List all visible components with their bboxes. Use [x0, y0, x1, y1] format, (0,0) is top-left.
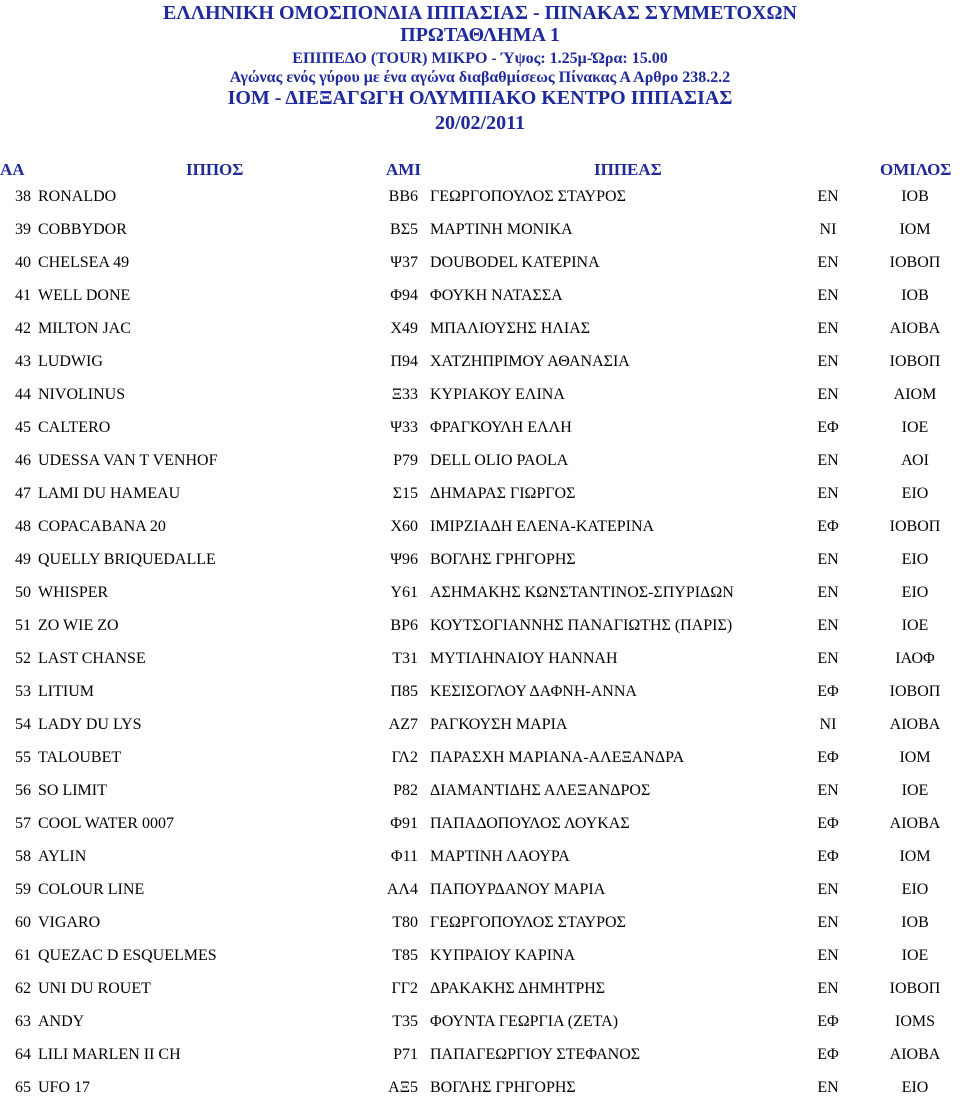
- horse-id: ΑΛ4: [386, 881, 418, 898]
- rider-name: ΚΕΣΙΣΟΓΛΟΥ ΔΑΦΝΗ-ΑΝΝΑ: [430, 683, 637, 700]
- horse-id: ΓΓ2: [391, 980, 418, 997]
- club-code: ΑΙΟΒΑ: [889, 320, 941, 337]
- rider-category: ΕΦ: [817, 1013, 839, 1030]
- horse-id: Ρ82: [393, 782, 418, 799]
- horse-name: COOL WATER 0007: [38, 815, 174, 832]
- horse-name: UDESSA VAN T VENHOF: [38, 452, 218, 469]
- table-row: [0, 940, 960, 973]
- club-code: ΑΙΟΒΑ: [889, 1046, 941, 1063]
- entry-number: 44: [15, 386, 31, 403]
- rider-category: ΕΝ: [817, 386, 839, 403]
- col-rider: ΙΠΠΕΑΣ: [594, 160, 662, 179]
- document-header: [0, 0, 960, 135]
- rider-name: ΒΟΓΛΗΣ ΓΡΗΓΟΡΗΣ: [430, 1079, 576, 1096]
- rider-name: ΔΙΑΜΑΝΤΙΔΗΣ ΑΛΕΞΑΝΔΡΟΣ: [430, 782, 651, 799]
- rider-name: ΦΟΥΚΗ ΝΑΤΑΣΣΑ: [430, 287, 563, 304]
- horse-id: Ψ37: [390, 254, 418, 271]
- entry-number: 40: [15, 254, 31, 271]
- rider-name: ΒΟΓΛΗΣ ΓΡΗΓΟΡΗΣ: [430, 551, 576, 568]
- club-code: ΕΙΟ: [901, 551, 929, 568]
- entry-number: 62: [15, 980, 31, 997]
- entry-number: 55: [15, 749, 31, 766]
- horse-name: LUDWIG: [38, 353, 103, 370]
- col-horse: ΙΠΠΟΣ: [186, 160, 244, 179]
- horse-name: LADY DU LYS: [38, 716, 142, 733]
- entry-number: 60: [15, 914, 31, 931]
- rider-category: ΕΦ: [817, 815, 839, 832]
- rider-name: ΦΡΑΓΚΟΥΛΗ ΕΛΛΗ: [430, 419, 572, 436]
- table-row: [0, 1006, 960, 1039]
- entry-number: 51: [15, 617, 31, 634]
- rider-name: ΓΕΩΡΓΟΠΟΥΛΟΣ ΣΤΑΥΡΟΣ: [430, 188, 626, 205]
- horse-name: LAST CHANSE: [38, 650, 146, 667]
- entry-number: 41: [15, 287, 31, 304]
- entry-number: 58: [15, 848, 31, 865]
- rider-name: ΓΕΩΡΓΟΠΟΥΛΟΣ ΣΤΑΥΡΟΣ: [430, 914, 626, 931]
- rider-category: ΕΝ: [817, 650, 839, 667]
- table-row: [0, 511, 960, 544]
- level-info: ΕΠΙΠΕΔΟ (TOUR) ΜΙΚΡΟ - Ύψος: 1.25μ-Ώρα: 15.00: [292, 50, 668, 67]
- entry-number: 61: [15, 947, 31, 964]
- rider-name: ΚΟΥΤΣΟΓΙΑΝΝΗΣ ΠΑΝΑΓΙΩΤΗΣ (ΠΑΡΙΣ): [430, 617, 733, 634]
- entry-number: 39: [15, 221, 31, 238]
- horse-id: Υ61: [390, 584, 418, 601]
- rider-category: ΕΦ: [817, 419, 839, 436]
- rider-category: ΕΦ: [817, 683, 839, 700]
- horse-name: LITIUM: [38, 683, 94, 700]
- rider-name: ΔΡΑΚΑΚΗΣ ΔΗΜΗΤΡΗΣ: [430, 980, 606, 997]
- horse-id: Ρ71: [393, 1046, 418, 1063]
- rider-name: ΧΑΤΖΗΠΡΙΜΟΥ ΑΘΑΝΑΣΙΑ: [430, 353, 630, 370]
- rider-name: ΜΑΡΤΙΝΗ ΜΟΝΙΚΑ: [430, 221, 573, 238]
- horse-name: RONALDO: [38, 188, 117, 205]
- entry-number: 57: [15, 815, 31, 832]
- horse-name: COLOUR LINE: [38, 881, 145, 898]
- col-club: ΟΜΙΛΟΣ: [880, 160, 952, 179]
- competition-rules: Αγώνας ενός γύρου με ένα αγώνα διαβαθμίσεως Πίνακας Α Αρθρο 238.2.2: [229, 69, 731, 86]
- entry-number: 54: [15, 716, 31, 733]
- horse-name: WELL DONE: [38, 287, 131, 304]
- rider-name: ΦΟΥΝΤΑ ΓΕΩΡΓΙΑ (ΖΕΤΑ): [430, 1013, 619, 1030]
- entry-number: 38: [15, 188, 31, 205]
- horse-name: NIVOLINUS: [38, 386, 126, 403]
- club-code: ΙΟΜS: [894, 1013, 935, 1030]
- horse-id: Φ94: [390, 287, 418, 304]
- rider-name: ΙΜΙΡΖΙΑΔΗ ΕΛΕΝΑ-ΚΑΤΕΡΙΝΑ: [430, 518, 655, 535]
- rider-category: ΝΙ: [819, 221, 837, 238]
- table-header: [0, 158, 960, 180]
- table-row: [0, 214, 960, 247]
- club-code: ΙΟΒΟΠ: [889, 254, 941, 271]
- entry-number: 45: [15, 419, 31, 436]
- table-row: [0, 544, 960, 577]
- rider-name: ΠΑΠΑΔΟΠΟΥΛΟΣ ΛΟΥΚΑΣ: [430, 815, 630, 832]
- club-code: ΑΟΙ: [901, 452, 929, 469]
- rider-name: ΠΑΠΟΥΡΔΑΝΟΥ ΜΑΡΙΑ: [430, 881, 606, 898]
- horse-name: MILTON JAC: [38, 320, 131, 337]
- table-row: [0, 577, 960, 610]
- club-code: ΙΑΟΦ: [895, 650, 935, 667]
- rider-category: ΕΝ: [817, 452, 839, 469]
- horse-name: VIGARO: [38, 914, 101, 931]
- horse-name: LILI MARLEN II CH: [38, 1046, 181, 1063]
- federation-title: ΕΛΛΗΝΙΚΗ ΟΜΟΣΠΟΝΔΙΑ ΙΠΠΑΣΙΑΣ - ΠΙΝΑΚΑΣ ΣΥΜΜΕΤΟΧΩΝ: [163, 2, 797, 24]
- table-row: [0, 874, 960, 907]
- rider-category: ΕΝ: [817, 320, 839, 337]
- horse-name: CALTERO: [38, 419, 111, 436]
- entry-number: 47: [15, 485, 31, 502]
- rider-name: ΔΗΜΑΡΑΣ ΓΙΩΡΓΟΣ: [430, 485, 576, 502]
- table-row: [0, 412, 960, 445]
- horse-id: Τ85: [392, 947, 418, 964]
- club-code: ΙΟΜ: [899, 848, 931, 865]
- col-num: AA: [0, 160, 25, 179]
- rider-name: ΜΠΑΛΙΟΥΣΗΣ ΗΛΙΑΣ: [430, 320, 591, 337]
- horse-name: UFO 17: [38, 1079, 91, 1096]
- rider-name: ΜΑΡΤΙΝΗ ΛΑΟΥΡΑ: [430, 848, 570, 865]
- horse-name: COPACABANA 20: [38, 518, 166, 535]
- rider-category: ΕΝ: [817, 881, 839, 898]
- table-row: [0, 907, 960, 940]
- horse-id: Τ80: [392, 914, 418, 931]
- entry-number: 63: [15, 1013, 31, 1030]
- rider-category: ΕΝ: [817, 782, 839, 799]
- rider-name: ΠΑΠΑΓΕΩΡΓΙΟΥ ΣΤΕΦΑΝΟΣ: [430, 1046, 641, 1063]
- club-code: ΙΟΜ: [899, 749, 931, 766]
- rider-category: ΕΝ: [817, 254, 839, 271]
- rider-name: ΠΑΡΑΣΧΗ ΜΑΡΙΑΝΑ-ΑΛΕΞΑΝΔΡΑ: [430, 749, 685, 766]
- club-code: ΕΙΟ: [901, 485, 929, 502]
- horse-name: LAMI DU HAMEAU: [38, 485, 181, 502]
- table-row: [0, 709, 960, 742]
- horse-name: TALOUBET: [38, 749, 122, 766]
- entry-number: 53: [15, 683, 31, 700]
- table-row: [0, 610, 960, 643]
- horse-name: COBBYDOR: [38, 221, 127, 238]
- club-code: ΙΟΒΟΠ: [889, 683, 941, 700]
- club-code: ΙΟΕ: [901, 617, 929, 634]
- horse-name: QUELLY BRIQUEDALLE: [38, 551, 216, 568]
- rider-category: ΕΦ: [817, 518, 839, 535]
- horse-name: AYLIN: [38, 848, 87, 865]
- horse-name: ZO WIE ZO: [38, 617, 119, 634]
- club-code: ΙΟΕ: [901, 782, 929, 799]
- entry-number: 42: [15, 320, 31, 337]
- rider-name: ΡΑΓΚΟΥΣΗ ΜΑΡΙΑ: [430, 716, 568, 733]
- rider-category: ΕΦ: [817, 749, 839, 766]
- entry-number: 64: [15, 1046, 31, 1063]
- horse-id: ΑΖ7: [388, 716, 418, 733]
- club-code: ΕΙΟ: [901, 1079, 929, 1096]
- table-row: [0, 181, 960, 214]
- entry-number: 43: [15, 353, 31, 370]
- horse-id: Ψ33: [390, 419, 418, 436]
- entry-number: 52: [15, 650, 31, 667]
- rider-name: DELL OLIO PAOLA: [430, 452, 569, 469]
- table-row: [0, 346, 960, 379]
- horse-id: Χ60: [390, 518, 418, 535]
- horse-id: Ψ96: [390, 551, 418, 568]
- table-row: [0, 1039, 960, 1072]
- table-row: [0, 280, 960, 313]
- entries-table: [0, 181, 960, 1105]
- horse-name: SO LIMIT: [38, 782, 107, 799]
- club-code: ΙΟΕ: [901, 419, 929, 436]
- horse-id: ΑΞ5: [388, 1079, 418, 1096]
- rider-name: ΚΥΠΡΑΙΟΥ ΚΑΡΙΝΑ: [430, 947, 576, 964]
- championship-title: ΠΡΩΤΑΘΛΗΜΑ 1: [400, 24, 560, 46]
- rider-name: ΚΥΡΙΑΚΟΥ ΕΛΙΝΑ: [430, 386, 565, 403]
- club-code: ΙΟΒΟΠ: [889, 353, 941, 370]
- horse-id: ΒΡ6: [390, 617, 418, 634]
- horse-id: ΒΣ5: [390, 221, 418, 238]
- table-row: [0, 1072, 960, 1105]
- rider-name: ΜΥΤΙΛΗΝΑΙΟΥ ΗΑΝΝΑΗ: [430, 650, 618, 667]
- table-row: [0, 808, 960, 841]
- table-row: [0, 379, 960, 412]
- table-row: [0, 973, 960, 1006]
- rider-name: ΑΣΗΜΑΚΗΣ ΚΩΝΣΤΑΝΤΙΝΟΣ-ΣΠΥΡΙΔΩΝ: [430, 584, 734, 601]
- table-row: [0, 313, 960, 346]
- entry-number: 49: [15, 551, 31, 568]
- horse-name: ANDY: [38, 1013, 85, 1030]
- table-row: [0, 841, 960, 874]
- rider-category: ΕΝ: [817, 584, 839, 601]
- horse-id: Σ15: [392, 485, 418, 502]
- club-code: ΙΟΒ: [901, 287, 929, 304]
- horse-id: Ξ33: [391, 386, 418, 403]
- horse-id: Φ91: [390, 815, 418, 832]
- table-row: [0, 643, 960, 676]
- rider-name: DOUBODEL ΚΑΤΕΡΙΝΑ: [430, 254, 600, 271]
- horse-id: ΓΛ2: [391, 749, 418, 766]
- col-ami: ΑΜΙ: [386, 160, 421, 179]
- rider-category: ΕΝ: [817, 551, 839, 568]
- horse-name: WHISPER: [38, 584, 109, 601]
- club-code: ΙΟΒ: [901, 914, 929, 931]
- rider-category: ΕΝ: [817, 287, 839, 304]
- rider-category: ΕΦ: [817, 848, 839, 865]
- entry-number: 65: [15, 1079, 31, 1096]
- table-row: [0, 247, 960, 280]
- table-row: [0, 742, 960, 775]
- table-row: [0, 478, 960, 511]
- club-code: ΙΟΒΟΠ: [889, 980, 941, 997]
- club-code: ΕΙΟ: [901, 584, 929, 601]
- rider-category: ΕΝ: [817, 914, 839, 931]
- entry-number: 56: [15, 782, 31, 799]
- horse-name: QUEZAC D ESQUELMES: [38, 947, 217, 964]
- club-code: ΙΟΒΟΠ: [889, 518, 941, 535]
- club-code: ΑΙΟΒΑ: [889, 815, 941, 832]
- club-code: ΑΙΟΒΑ: [889, 716, 941, 733]
- horse-name: CHELSEA 49: [38, 254, 130, 271]
- rider-category: ΕΝ: [817, 1079, 839, 1096]
- horse-id: Ρ79: [393, 452, 418, 469]
- rider-category: ΕΝ: [817, 617, 839, 634]
- club-code: ΙΟΒ: [901, 188, 929, 205]
- horse-id: Π94: [390, 353, 418, 370]
- venue: ΙΟΜ - ΔΙΕΞΑΓΩΓΗ ΟΛΥΜΠΙΑΚΟ ΚΕΝΤΡΟ ΙΠΠΑΣΙΑΣ: [227, 87, 733, 109]
- rider-category: ΕΝ: [817, 485, 839, 502]
- entry-number: 50: [15, 584, 31, 601]
- horse-id: Τ31: [392, 650, 418, 667]
- event-date: 20/02/2011: [434, 112, 525, 134]
- entry-number: 46: [15, 452, 31, 469]
- club-code: ΙΟΕ: [901, 947, 929, 964]
- horse-id: Φ11: [390, 848, 418, 865]
- club-code: ΙΟΜ: [899, 221, 931, 238]
- table-row: [0, 775, 960, 808]
- horse-name: UNI DU ROUET: [38, 980, 151, 997]
- rider-category: ΕΝ: [817, 947, 839, 964]
- rider-category: ΝΙ: [819, 716, 837, 733]
- horse-id: Χ49: [390, 320, 418, 337]
- table-row: [0, 676, 960, 709]
- entry-number: 48: [15, 518, 31, 535]
- entry-number: 59: [15, 881, 31, 898]
- horse-id: ΒΒ6: [388, 188, 418, 205]
- club-code: ΑΙΟΜ: [893, 386, 937, 403]
- horse-id: Π85: [390, 683, 418, 700]
- rider-category: ΕΝ: [817, 980, 839, 997]
- rider-category: ΕΝ: [817, 188, 839, 205]
- table-row: [0, 445, 960, 478]
- club-code: ΕΙΟ: [901, 881, 929, 898]
- rider-category: ΕΝ: [817, 353, 839, 370]
- rider-category: ΕΦ: [817, 1046, 839, 1063]
- horse-id: Τ35: [392, 1013, 418, 1030]
